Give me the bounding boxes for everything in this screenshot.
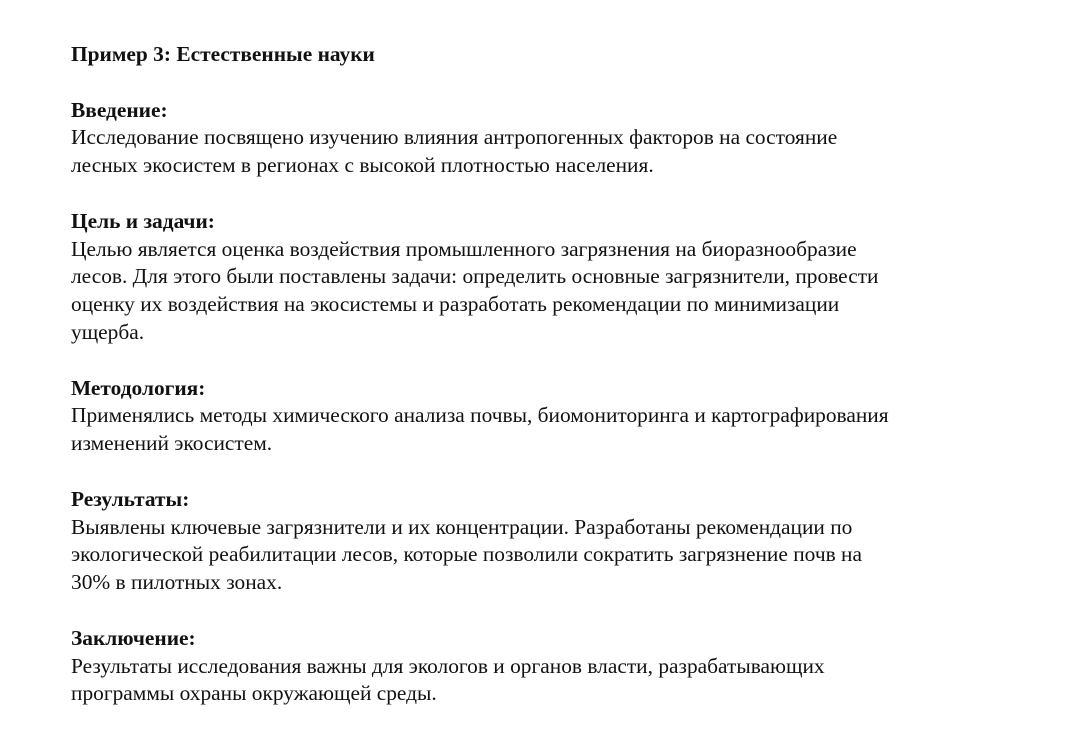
section-results <box>71 486 1031 597</box>
section-body-methodology <box>71 402 1031 458</box>
text-line: экологической реабилитации лесов, которые позволили сократить загрязнение почв на <box>71 542 862 567</box>
section-heading-goals: Цель и задачи: <box>71 208 215 233</box>
text-line: Выявлены ключевые загрязнители и их концентрации. Разработаны рекомендации по <box>71 514 853 539</box>
section-body-results <box>71 514 1031 597</box>
text-line: Применялись методы химического анализа почвы, биомониторинга и картографирования <box>71 403 889 428</box>
text-line: 30% в пилотных зонах. <box>71 570 283 595</box>
section-heading-results: Результаты: <box>71 486 190 511</box>
text-line: ущерба. <box>71 319 145 344</box>
text-line: лесных экосистем в регионах с высокой плотностью населения. <box>71 153 654 178</box>
document-title: Пример 3: Естественные науки <box>71 42 375 66</box>
text-line: лесов. Для этого были поставлены задачи: определить основные загрязнители, провести <box>71 264 879 289</box>
text-line: изменений экосистем. <box>71 431 273 456</box>
section-methodology <box>71 375 1031 458</box>
text-line: Результаты исследования важны для экологов и органов власти, разрабатывающих <box>71 653 825 678</box>
document <box>71 41 1031 736</box>
section-body-introduction <box>71 124 1031 180</box>
section-heading-conclusion: Заключение: <box>71 625 196 650</box>
section-body-goals <box>71 236 1031 347</box>
section-introduction <box>71 97 1031 180</box>
text-line: Целью является оценка воздействия промышленного загрязнения на биоразнообразие <box>71 236 857 261</box>
text-line: оценку их воздействия на экосистемы и разработать рекомендации по минимизации <box>71 292 840 317</box>
section-body-conclusion <box>71 653 1031 709</box>
section-conclusion <box>71 625 1031 708</box>
section-heading-introduction: Введение: <box>71 97 168 122</box>
section-heading-methodology: Методология: <box>71 375 206 400</box>
section-goals <box>71 208 1031 347</box>
text-line: Исследование посвящено изучению влияния антропогенных факторов на состояние <box>71 125 838 150</box>
text-line: программы охраны окружающей среды. <box>71 681 437 706</box>
